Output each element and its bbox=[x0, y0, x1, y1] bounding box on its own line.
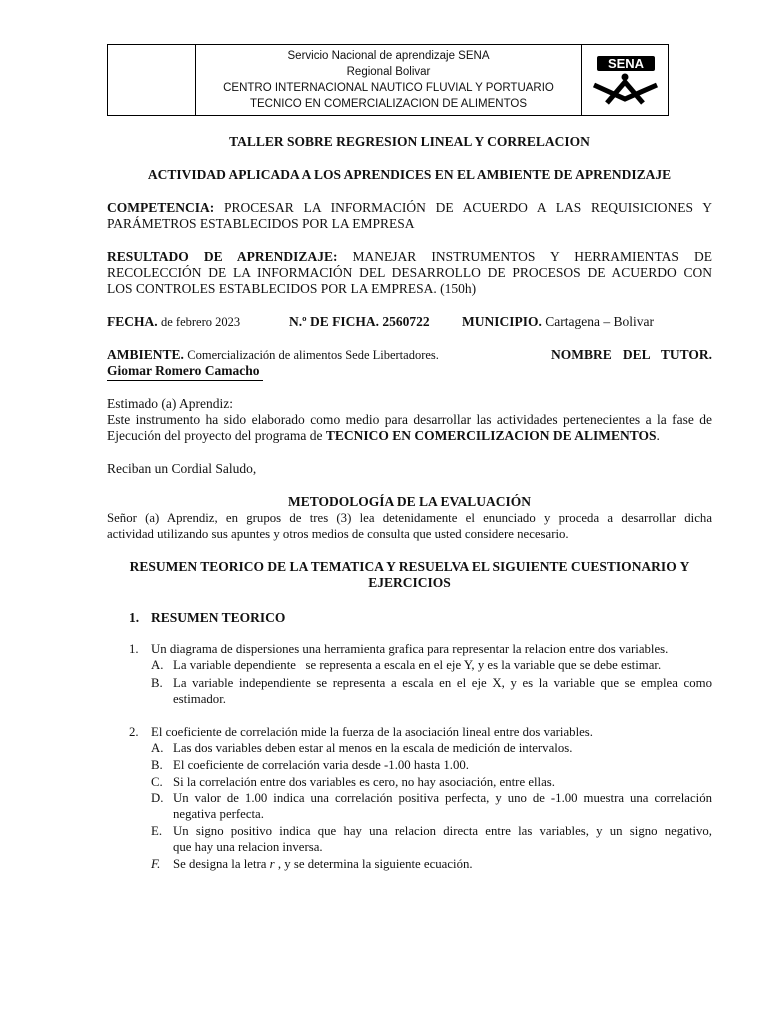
metodologia-line-2: actividad utilizando sus apuntes y otros medios de consulta que usted considere necesario. bbox=[107, 527, 569, 541]
list-subitem: F. Se designa la letra r , y se determina la siguiente ecuación. bbox=[151, 857, 473, 871]
competencia-label: COMPETENCIA: bbox=[107, 200, 215, 215]
intro-program-name: TECNICO EN COMERCILIZACION DE ALIMENTOS bbox=[325, 428, 657, 443]
metodologia-title: METODOLOGÍA DE LA EVALUACIÓN bbox=[288, 494, 531, 509]
header-line-1: Servicio Nacional de aprendizaje SENA bbox=[287, 50, 490, 62]
municipio-value: Cartagena – Bolivar bbox=[545, 314, 654, 329]
resultado-text-1: MANEJAR INSTRUMENTOS Y HERRAMIENTAS DE bbox=[352, 249, 713, 264]
header-logo-cell bbox=[582, 45, 668, 115]
ambiente-field bbox=[107, 347, 439, 364]
list-subitem: C. Si la correlación entre dos variables es cero, no hay asociación, entre ellas. bbox=[151, 775, 555, 789]
list-subitem: D. Un valor de 1.00 indica una correlación positiva perfecta, y uno de -1.00 muestra una correlación bbox=[151, 791, 712, 805]
intro-line-2 bbox=[107, 428, 712, 445]
r-symbol: r bbox=[269, 857, 275, 871]
list-subitem: A. Las dos variables deben estar al menos en la escala de medición de intervalos. bbox=[151, 741, 573, 755]
fecha-field bbox=[107, 314, 240, 331]
list-item: 1. Un diagrama de dispersiones una herramienta grafica para representar la relacion entre dos variables. bbox=[129, 642, 669, 656]
competencia-text-2: PARÁMETROS ESTABLECIDOS POR LA EMPRESA bbox=[107, 216, 415, 231]
metodologia-line-1: Señor (a) Aprendiz, en grupos de tres (3) lea detenidamente el enunciado y proceda a desarrollar dicha bbox=[107, 511, 712, 525]
ambiente-value: Comercialización de alimentos Sede Libertadores. bbox=[187, 348, 439, 362]
ficha-value: 2560722 bbox=[382, 314, 430, 329]
intro-greeting: Estimado (a) Aprendiz: bbox=[107, 396, 233, 411]
tutor-name: Giomar Romero Camacho bbox=[107, 363, 263, 381]
section-1-heading bbox=[129, 610, 285, 627]
header-line-3: CENTRO INTERNACIONAL NAUTICO FLUVIAL Y PORTUARIO bbox=[223, 82, 554, 94]
sena-logo-text: SENA bbox=[607, 56, 645, 71]
list-subitem: B. El coeficiente de correlación varia desde -1.00 hasta 1.00. bbox=[151, 758, 469, 772]
municipio-field bbox=[462, 314, 654, 331]
section-1-number: 1. bbox=[129, 610, 140, 625]
intro-line-2-start: Ejecución del proyecto del programa de bbox=[107, 428, 323, 443]
tutor-label: NOMBRE DEL TUTOR. bbox=[551, 347, 712, 362]
competencia-line-1 bbox=[107, 200, 712, 217]
ficha-label: N.º DE FICHA. bbox=[289, 314, 379, 329]
list-subitem-continuation: negativa perfecta. bbox=[173, 807, 264, 821]
ficha-field bbox=[289, 314, 430, 331]
resumen-title-line-2: EJERCICIOS bbox=[368, 575, 451, 590]
resultado-label: RESULTADO DE APRENDIZAJE: bbox=[107, 249, 338, 264]
intro-line-2-end: . bbox=[656, 428, 660, 443]
header-blank-cell bbox=[108, 45, 196, 115]
header-line-4: TECNICO EN COMERCIALIZACION DE ALIMENTOS bbox=[249, 98, 528, 110]
resumen-title-line-1: RESUMEN TEORICO DE LA TEMATICA Y RESUELVA EL SIGUIENTE CUESTIONARIO Y bbox=[129, 559, 690, 574]
list-subitem-continuation: que hay una relacion inversa. bbox=[173, 840, 323, 854]
fecha-label: FECHA. bbox=[107, 314, 158, 329]
fecha-value: de febrero 2023 bbox=[161, 315, 241, 329]
list-subitem-continuation: estimador. bbox=[173, 692, 226, 706]
intro-line-1: Este instrumento ha sido elaborado como medio para desarrollar las actividades pertenecientes a la fase de bbox=[107, 412, 712, 427]
intro-closing: Reciban un Cordial Saludo, bbox=[107, 461, 257, 476]
page-subtitle: ACTIVIDAD APLICADA A LOS APRENDICES EN EL AMBIENTE DE APRENDIZAJE bbox=[147, 167, 672, 182]
resultado-text-2: RECOLECCIÓN DE LA INFORMACIÓN DEL DESARROLLO DE PROCESOS DE ACUERDO CON bbox=[107, 265, 712, 280]
header-table bbox=[107, 44, 669, 116]
list-subitem: B. La variable independiente se representa a escala en el eje X, y es la variable que se emplea como bbox=[151, 676, 712, 690]
section-1-title: RESUMEN TEORICO bbox=[151, 610, 286, 625]
municipio-label: MUNICIPIO. bbox=[462, 314, 542, 329]
page-title: TALLER SOBRE REGRESION LINEAL Y CORRELACION bbox=[229, 134, 590, 149]
list-item: 2. El coeficiente de correlación mide la fuerza de la asociación lineal entre dos variables. bbox=[129, 725, 593, 739]
sena-logo bbox=[587, 55, 663, 105]
header-text-cell bbox=[196, 45, 582, 115]
competencia-text-1: PROCESAR LA INFORMACIÓN DE ACUERDO A LAS REQUISICIONES Y bbox=[224, 200, 712, 215]
list-subitem: A. La variable dependiente se representa a escala en el eje Y, y es la variable que se debe estimar. bbox=[151, 658, 662, 672]
list-subitem: E. Un signo positivo indica que hay una relacion directa entre las variables, y un signo negativo, bbox=[151, 824, 712, 838]
header-line-2: Regional Bolivar bbox=[346, 66, 431, 78]
f-item-text: Se designa la letra r , y se determina la siguiente ecuación. bbox=[173, 857, 473, 871]
resultado-text-3: LOS CONTROLES ESTABLECIDOS POR LA EMPRESA. (150h) bbox=[107, 281, 477, 296]
ambiente-label: AMBIENTE. bbox=[107, 347, 184, 362]
resultado-line-1 bbox=[107, 249, 712, 266]
